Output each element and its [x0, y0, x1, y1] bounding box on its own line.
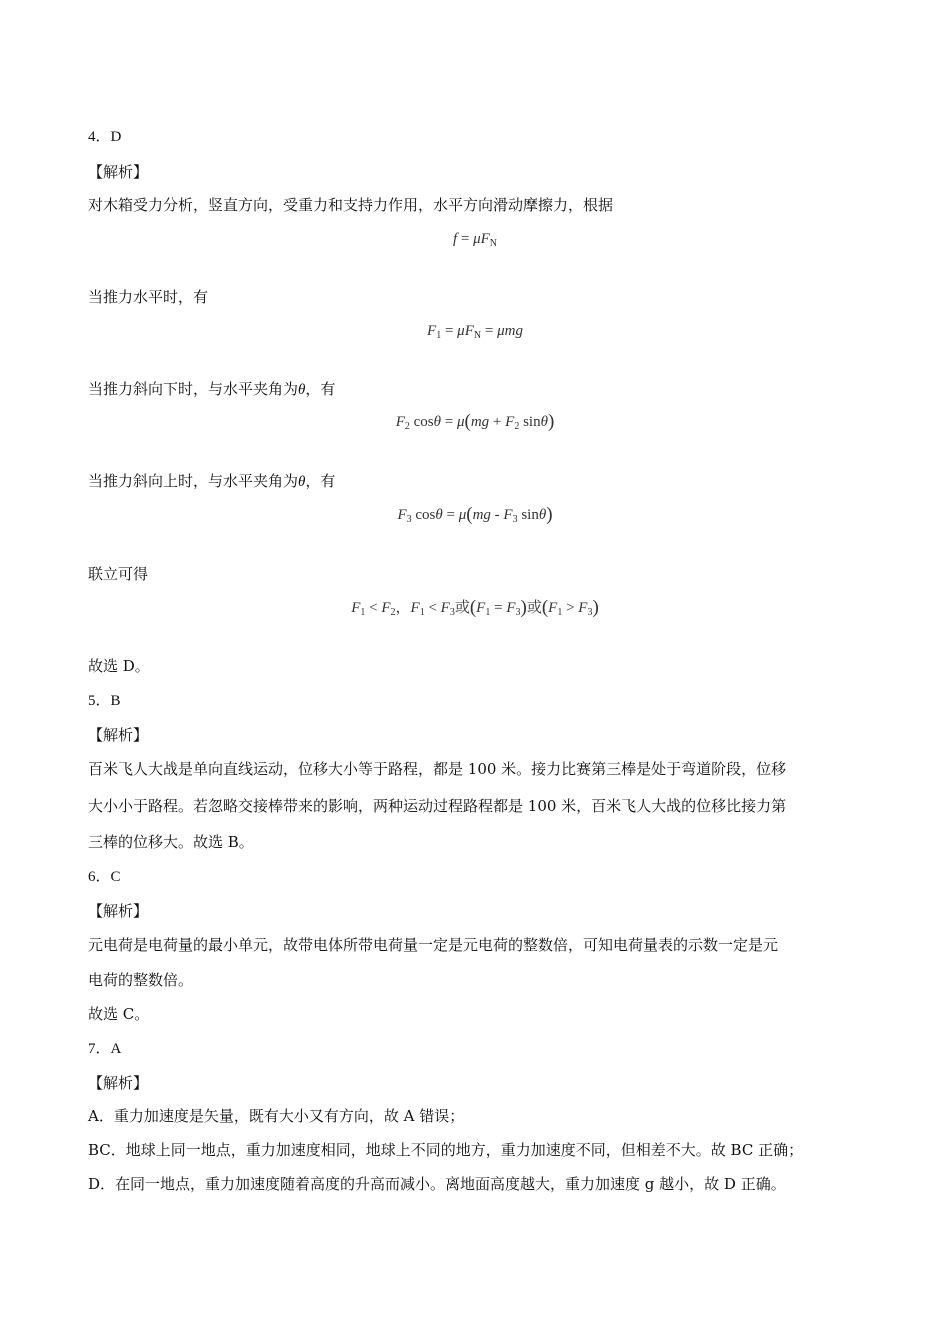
q7-option-a: A．重力加速度是矢量，既有大小又有方向，故 A 错误； [88, 1107, 465, 1125]
q7-analysis-heading: 【解析】 [88, 1074, 149, 1092]
q5-text-line: 大小小于路程。若忽略交接棒带来的影响，两种运动过程路程都是 100 米，百米飞人大战的位移比接力第 [88, 797, 787, 815]
equation-downward-push: $F_2$ $\cos\theta = \mu(mg + F_2$ sinθ) [395, 411, 555, 432]
q4-case-horizontal: 当推力水平时，有 [88, 288, 209, 306]
q4-conclusion: 故选 D。 [88, 657, 150, 675]
q7-option-d: D．在同一地点，重力加速度随着高度的升高而减小。离地面高度越大，重力加速度 g 越小，故 D 正确。 [88, 1175, 786, 1193]
q7-answer: 7．A [88, 1041, 122, 1057]
q4-intro: 对木箱受力分析，竖直方向，受重力和支持力作用，水平方向滑动摩擦力，根据 [88, 196, 614, 214]
equation-upward-push: $F_3$ $\cos\theta = \mu(mg - F_3$ sinθ) [397, 504, 553, 525]
equation-friction: $f = \mu F_N$ [452, 231, 498, 249]
q5-answer: 5．B [88, 693, 121, 709]
q5-text-line: 三棒的位移大。故选 B。 [88, 833, 254, 851]
q6-answer: 6．C [88, 869, 121, 885]
q6-conclusion: 故选 C。 [88, 1005, 150, 1023]
q4-analysis-heading: 【解析】 [88, 163, 149, 181]
q4-combine: 联立可得 [88, 565, 149, 583]
equation-result: $F_1 < F_2$，$F_1 < F_3$或$(F_1 = F_3)$或$(F_1 > F_3)$ [351, 597, 599, 618]
q4-answer: 4．D [88, 129, 122, 145]
q7-option-bc: BC．地球上同一地点，重力加速度相同，地球上不同的地方，重力加速度不同，但相差不大。故 BC 正确； [88, 1141, 804, 1159]
q6-text-line: 电荷的整数倍。 [88, 971, 194, 989]
q6-text-line: 元电荷是电荷量的最小单元，故带电体所带电荷量一定是元电荷的整数倍，可知电荷量表的示数一定是元 [88, 936, 779, 954]
q4-case-downward: 当推力斜向下时，与水平夹角为θ，有 [88, 380, 336, 398]
q6-analysis-heading: 【解析】 [88, 902, 149, 920]
q5-text-line: 百米飞人大战是单向直线运动，位移大小等于路程，都是 100 米。接力比赛第三棒是处于弯道阶段，位移 [88, 760, 787, 778]
equation-horizontal-push: $F_1 = \mu F_N = \mu mg$ [427, 323, 523, 341]
q4-case-upward: 当推力斜向上时，与水平夹角为θ，有 [88, 472, 336, 490]
q5-analysis-heading: 【解析】 [88, 726, 149, 744]
